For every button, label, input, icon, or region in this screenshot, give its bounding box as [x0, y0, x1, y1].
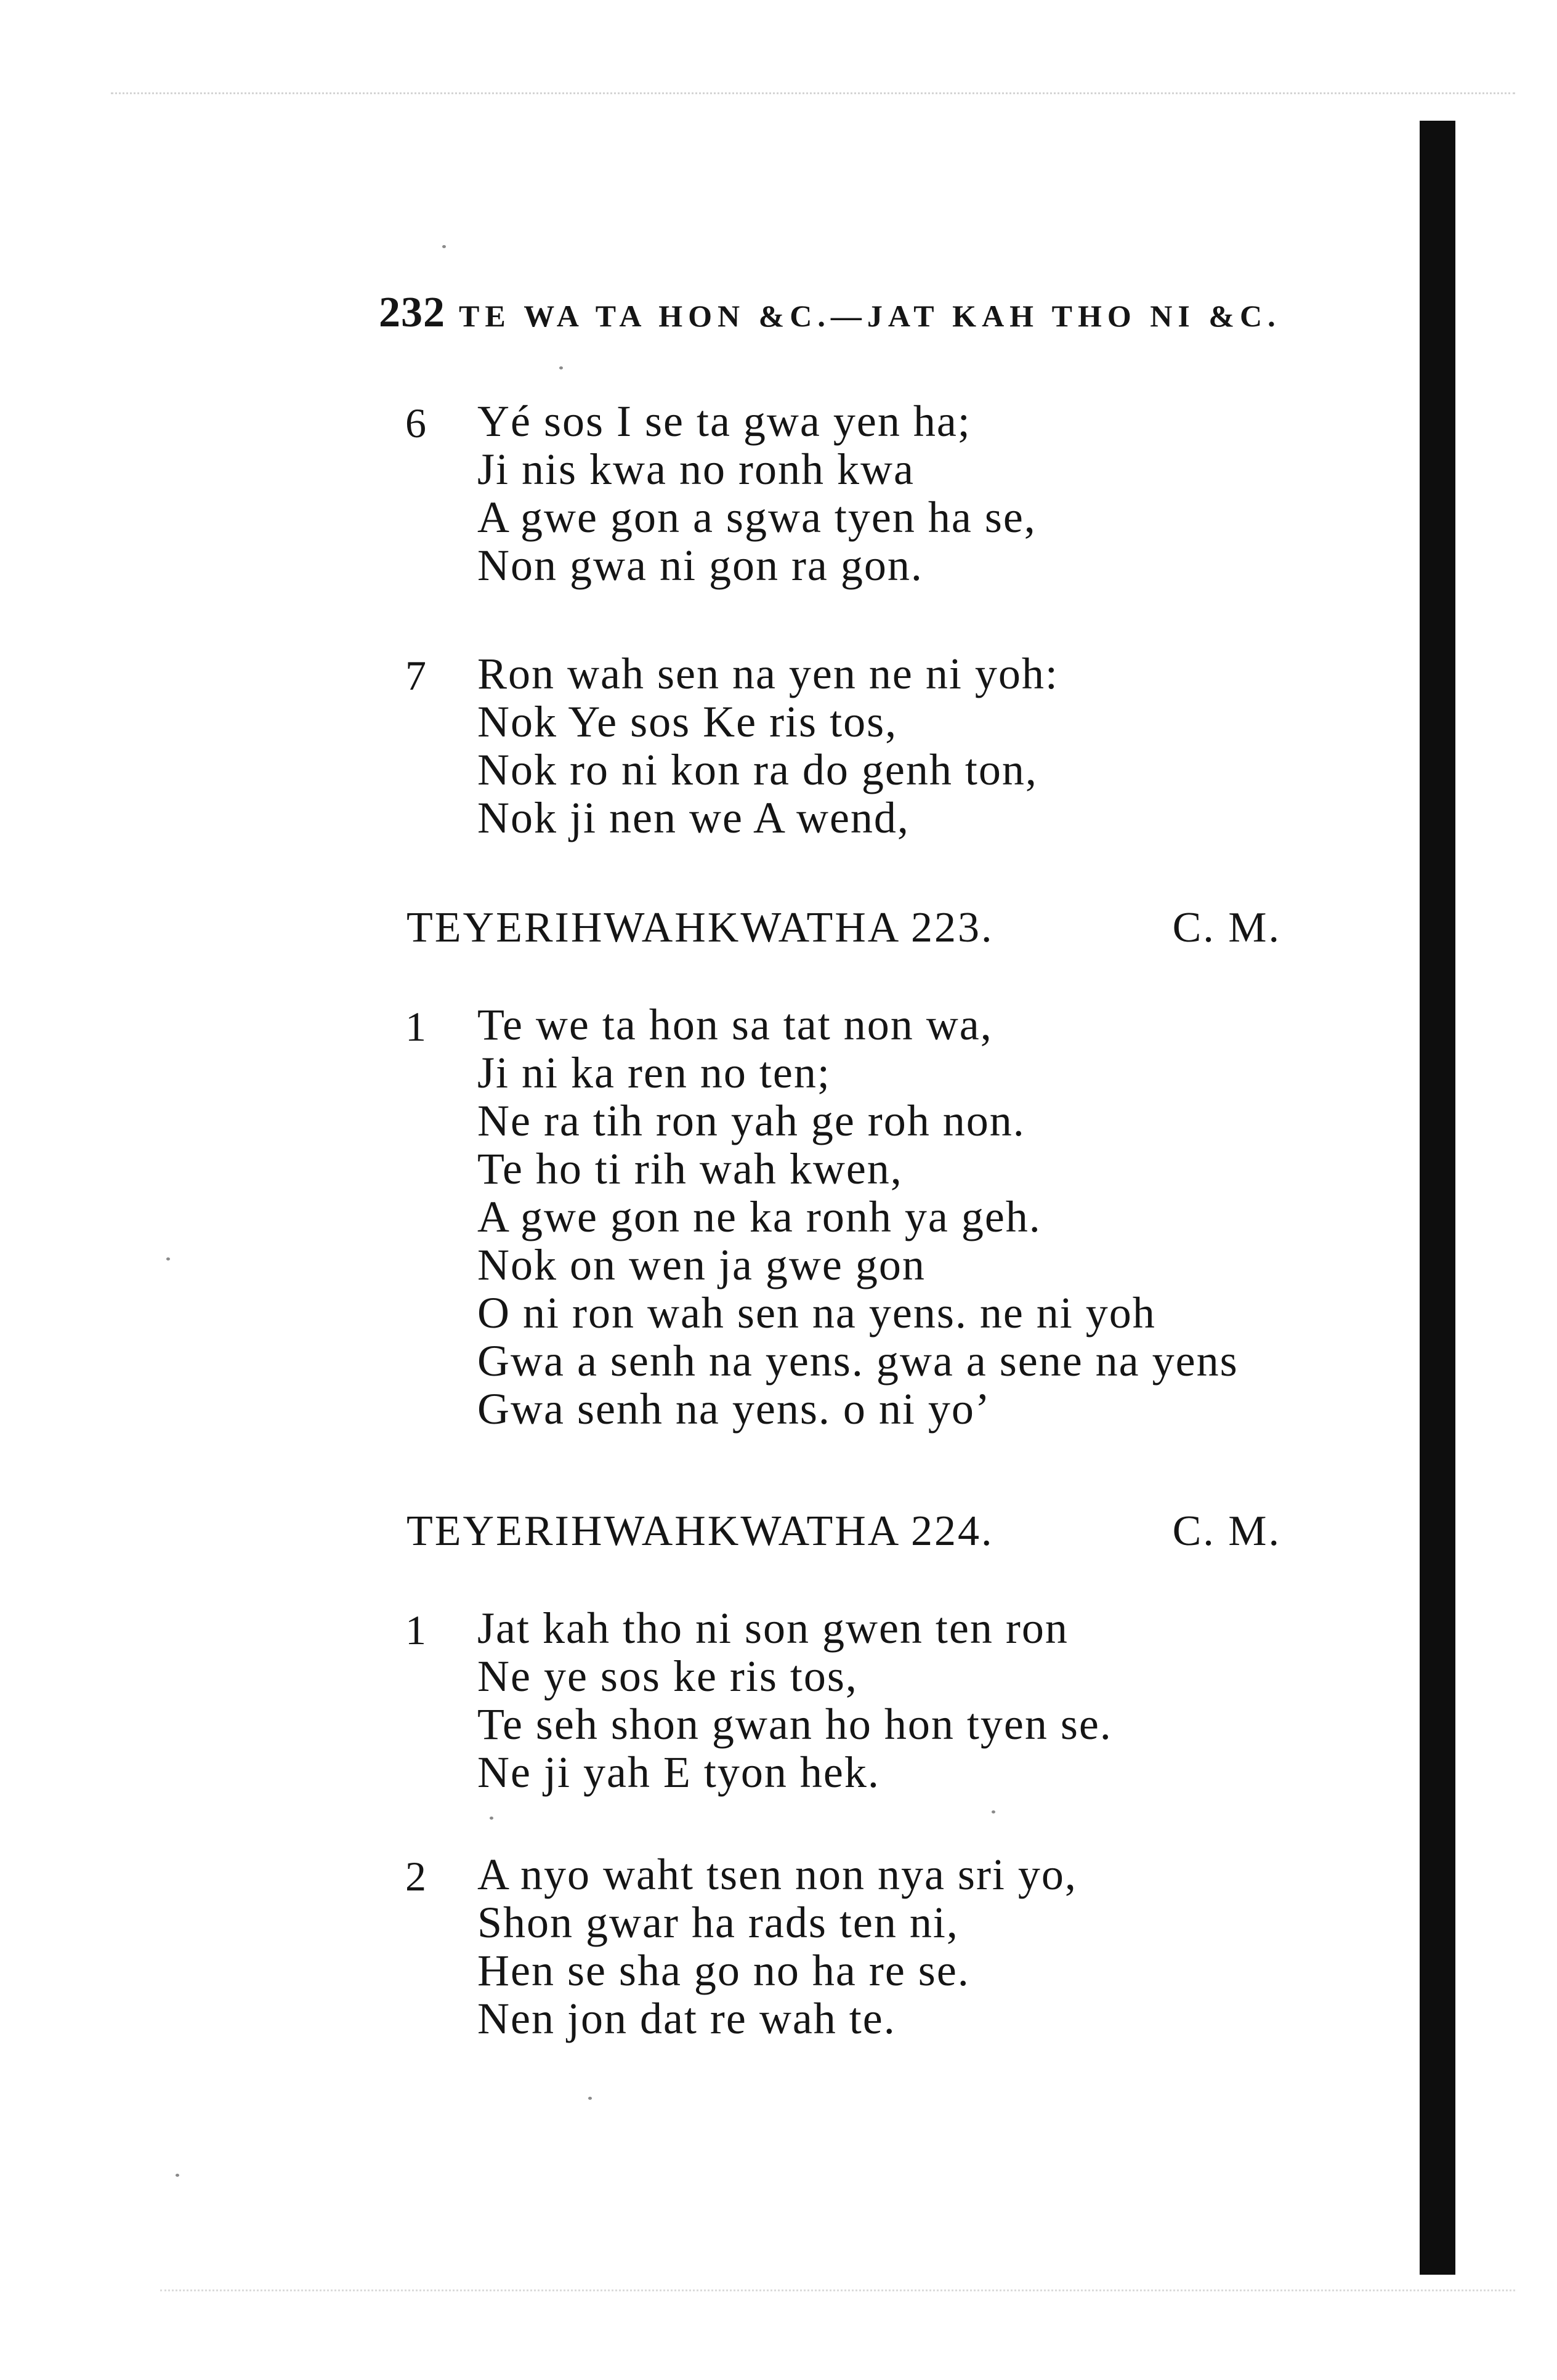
hymn-meter: C. M.: [1172, 904, 1281, 951]
verse-line: Shon gwar ha rads ten ni,: [477, 1898, 959, 1947]
verse-line: A gwe gon ne ka ronh ya geh.: [477, 1192, 1041, 1241]
verse-line: Te ho ti rih wah kwen,: [477, 1144, 903, 1193]
scan-speck: [992, 1810, 995, 1813]
hymn-title: TEYERIHWAHKWATHA 223.: [406, 904, 994, 951]
verse-line: Hen se sha go no ha re se.: [477, 1946, 970, 1995]
verse-line: Nok ro ni kon ra do genh ton,: [477, 745, 1038, 794]
scan-speck: [559, 366, 563, 369]
verse-line: Gwa a senh na yens. gwa a sene na yens: [477, 1336, 1239, 1386]
verse-line: Nen jon dat re wah te.: [477, 1994, 896, 2043]
verse-line: Ji ni ka ren no ten;: [477, 1048, 831, 1097]
scan-noise-top: [111, 92, 1515, 94]
verse-line: Ron wah sen na yen ne ni yoh:: [477, 649, 1059, 698]
stanza-number: 7: [405, 652, 426, 699]
verse-line: A nyo waht tsen non nya sri yo,: [477, 1850, 1077, 1899]
running-header: [379, 288, 1309, 344]
scan-speck: [166, 1257, 170, 1261]
verse-line: Ne ye sos ke ris tos,: [477, 1652, 858, 1701]
verse-line: Ne ji yah E tyon hek.: [477, 1748, 880, 1797]
stanza-number: 2: [405, 1853, 426, 1900]
scan-edge-shadow: [1420, 121, 1455, 2275]
hymn-title: TEYERIHWAHKWATHA 224.: [406, 1507, 994, 1555]
verse-line: Yé sos I se ta gwa yen ha;: [477, 397, 971, 446]
stanza-number: 1: [405, 1003, 426, 1050]
verse-line: Ji nis kwa no ronh kwa: [477, 445, 915, 494]
stanza-number: 6: [405, 400, 426, 446]
verse-line: A gwe gon a sgwa tyen ha se,: [477, 493, 1037, 542]
verse-line: Jat kah tho ni son gwen ten ron: [477, 1603, 1069, 1653]
verse-line: Nok Ye sos Ke ris tos,: [477, 697, 898, 746]
scan-speck: [442, 245, 446, 248]
hymn-meter: C. M.: [1172, 1507, 1281, 1555]
scan-speck: [588, 2097, 592, 2100]
scan-speck: [490, 1817, 493, 1820]
verse-line: Gwa senh na yens. o ni yo’: [477, 1384, 991, 1434]
stanza-number: 1: [405, 1607, 426, 1653]
scan-noise-bottom: [160, 2289, 1515, 2291]
verse-line: Nok ji nen we A wend,: [477, 793, 910, 842]
running-title: TE WA TA HON &C.—JAT KAH THO NI &C.: [459, 299, 1281, 333]
page-number: 232: [379, 289, 445, 336]
verse-line: Ne ra tih ron yah ge roh non.: [477, 1096, 1025, 1145]
verse-line: Te we ta hon sa tat non wa,: [477, 1000, 993, 1049]
verse-line: Te seh shon gwan ho hon tyen se.: [477, 1700, 1112, 1749]
hymn-heading-224: [406, 1507, 1281, 1555]
hymn-heading-223: [406, 906, 1281, 950]
verse-line: Nok on wen ja gwe gon: [477, 1240, 926, 1289]
verse-line: O ni ron wah sen na yens. ne ni yoh: [477, 1288, 1156, 1337]
verse-line: Non gwa ni gon ra gon.: [477, 541, 923, 590]
scan-speck: [176, 2174, 179, 2177]
